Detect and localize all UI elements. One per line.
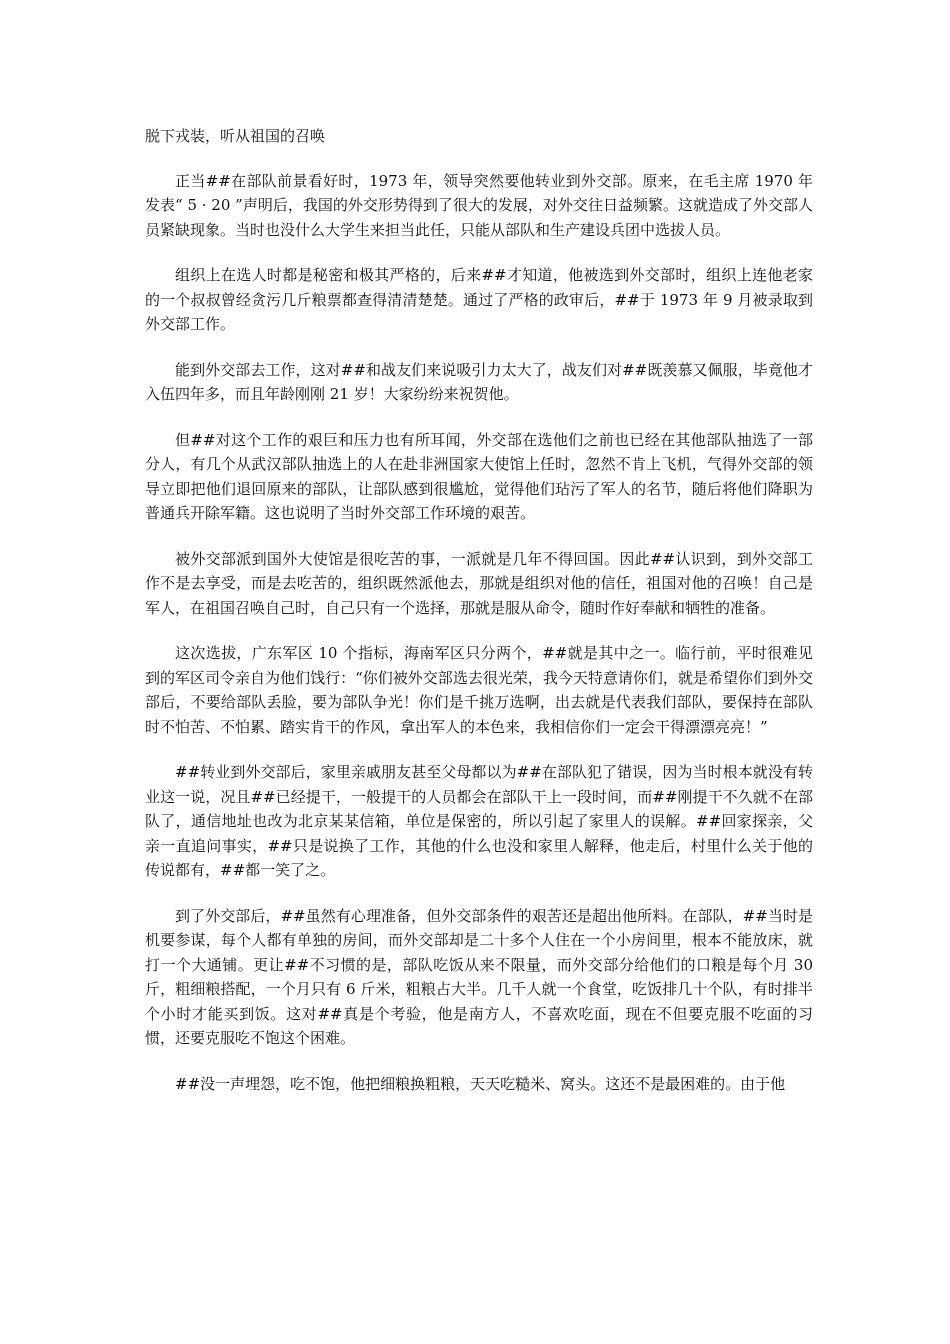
paragraph: 被外交部派到国外大使馆是很吃苦的事，一派就是几年不得回国。因此##认识到，到外交部工作不是去享受，而是去吃苦的，组织既然派他去，那就是组织对他的信任，祖国对他的召唤！自己是军人，在祖国召唤自己时，自己只有一个选择，那就是服从命令，随时作好奉献和牺牲的准备。 xyxy=(145,549,813,617)
paragraph: 这次选拔，广东军区 10 个指标，海南军区只分两个，##就是其中之一。临行前，平时很难见到的军区司令亲自为他们饯行：“你们被外交部选去很光荣，我今天特意请你们，就是希望你们到外交部后，不要给部队丢脸，要为部队争光！你们是千挑万选啊，出去就是代表我们部队，要保持在部队时不怕苦、不怕累、踏实肯干的作风，拿出军人的本色来，我相信你们一定会干得漂漂亮亮！” xyxy=(145,644,813,736)
paragraph: 组织上在选人时都是秘密和极其严格的，后来##才知道，他被选到外交部时，组织上连他老家的一个叔叔曾经贪污几斤粮票都查得清清楚楚。通过了严格的政审后，##于 1973 年 9 月被录取到外交部工作。 xyxy=(145,266,813,333)
document-title: 脱下戎装，听从祖国的召唤 xyxy=(145,127,326,145)
document-page xyxy=(145,124,813,1117)
paragraph: 到了外交部后，##虽然有心理准备，但外交部条件的艰苦还是超出他所料。在部队，##当时是机要参谋，每个人都有单独的房间，而外交部却是二十多个人住在一个小房间里，根本不能放床，就打一个大通铺。更让##不习惯的是，部队吃饭从来不限量，而外交部分给他们的口粮是每个月 30 斤，粗细粮搭配，一个月只有 6 斤米，粗粮占大半。几千人就一个食堂，吃饭排几十个队，有时排半个小时才能买到饭。这对##真是个考验，他是南方人，不喜欢吃面，现在不但要克服不吃面的习惯，还要克服吃不饱这个困难。 xyxy=(145,906,813,1047)
paragraph: 但##对这个工作的艰巨和压力也有所耳闻，外交部在选他们之前也已经在其他部队抽选了一部分人，有几个从武汉部队抽选上的人在赴非洲国家大使馆上任时，忽然不肯上飞机，气得外交部的领导立即把他们退回原来的部队，让部队感到很尴尬，觉得他们玷污了军人的名节，随后将他们降职为普通兵开除军籍。这也说明了当时外交部工作环境的艰苦。 xyxy=(145,430,813,522)
paragraph: 能到外交部去工作，这对##和战友们来说吸引力太大了，战友们对##既羡慕又佩服，毕竟他才入伍四年多，而且年龄刚刚 21 岁！大家纷纷来祝贺他。 xyxy=(145,360,813,403)
paragraph: 正当##在部队前景看好时，1973 年，领导突然要他转业到外交部。原来，在毛主席 1970 年发表“ 5 · 20 ”声明后，我国的外交形势得到了很大的发展，对外交往日益频繁。这就造成了外交部人员紧缺现象。当时也没什么大学生来担当此任，只能从部队和生产建设兵团中选拔人员。 xyxy=(145,171,813,239)
paragraph: ##转业到外交部后，家里亲戚朋友甚至父母都以为##在部队犯了错误，因为当时根本就没有转业这一说，况且##已经提干，一般提干的人员都会在部队干上一段时间，而##刚提干不久就不在部队了，通信地址也改为北京某某信箱，单位是保密的，所以引起了家里人的误解。##回家探亲，父亲一直追问事实，##只是说换了工作，其他的什么也没和家里人解释，他走后，村里什么关于他的传说都有，##都一笑了之。 xyxy=(145,763,813,879)
paragraph: ##没一声埋怨，吃不饱，他把细粮换粗粮，天天吃糙米、窝头。这还不是最困难的。由于他 xyxy=(175,1074,786,1093)
